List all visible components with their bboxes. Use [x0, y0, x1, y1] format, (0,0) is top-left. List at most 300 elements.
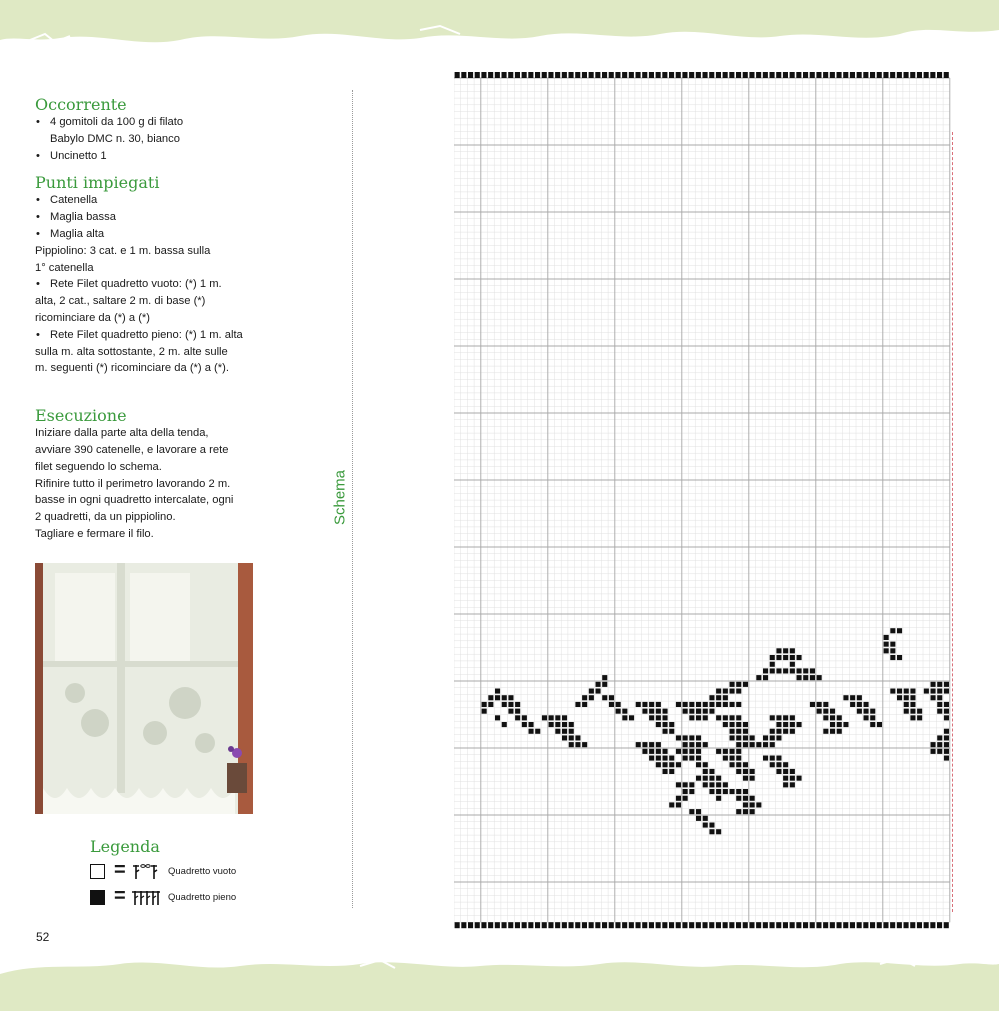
chart-filled-cell — [703, 823, 708, 828]
chart-filled-cell — [736, 715, 741, 720]
chart-filled-cell — [944, 749, 949, 754]
chart-filled-cell — [508, 702, 513, 707]
chart-border-cell — [803, 922, 808, 928]
occorrente-list-2 — [35, 148, 265, 165]
chart-border-cell — [729, 72, 734, 78]
chart-filled-cell — [696, 702, 701, 707]
chart-border-cell — [589, 922, 594, 928]
chart-filled-cell — [656, 715, 661, 720]
chart-filled-cell — [689, 702, 694, 707]
chart-filled-cell — [910, 709, 915, 714]
chart-filled-cell — [723, 782, 728, 787]
equals-sign: = — [114, 885, 126, 907]
chart-filled-cell — [689, 756, 694, 761]
chart-filled-cell — [790, 648, 795, 653]
chart-border-cell — [461, 72, 466, 78]
chart-filled-cell — [797, 675, 802, 680]
chart-border-cell — [749, 72, 754, 78]
chart-filled-cell — [703, 709, 708, 714]
chart-border-cell — [870, 922, 875, 928]
chart-filled-cell — [716, 749, 721, 754]
chart-border-cell — [535, 922, 540, 928]
chart-filled-cell — [495, 689, 500, 694]
chart-border-cell — [910, 72, 915, 78]
chart-filled-cell — [776, 722, 781, 727]
bottom-decorative-band — [0, 952, 999, 1011]
chart-filled-cell — [656, 709, 661, 714]
chart-filled-cell — [904, 695, 909, 700]
chart-border-cell — [796, 72, 801, 78]
chart-filled-cell — [596, 689, 601, 694]
chart-border-cell — [662, 922, 667, 928]
chart-filled-cell — [790, 655, 795, 660]
chart-filled-cell — [716, 789, 721, 794]
list-item: • Maglia alta — [35, 226, 265, 243]
chart-filled-cell — [937, 695, 942, 700]
chart-border-cell — [904, 72, 909, 78]
chart-filled-cell — [663, 762, 668, 767]
chart-filled-cell — [776, 648, 781, 653]
chart-filled-cell — [783, 668, 788, 673]
rete-vuoto-text: alta, 2 cat., saltare 2 m. di base (*) — [35, 295, 206, 308]
chart-border-cell — [729, 922, 734, 928]
chart-border-cell — [830, 72, 835, 78]
chart-filled-cell — [656, 742, 661, 747]
chart-filled-cell — [622, 715, 627, 720]
chart-border-cell — [749, 922, 754, 928]
chart-border-cell — [622, 72, 627, 78]
chart-border-cell — [455, 922, 460, 928]
chart-border-cell — [636, 922, 641, 928]
chart-filled-cell — [770, 715, 775, 720]
chart-filled-cell — [736, 749, 741, 754]
chart-border-cell — [676, 72, 681, 78]
chart-border-cell — [843, 72, 848, 78]
chart-filled-cell — [843, 695, 848, 700]
chart-filled-cell — [870, 722, 875, 727]
esecuzione-heading: Esecuzione — [35, 406, 127, 426]
crochet-symbol-empty-icon — [132, 863, 162, 881]
chart-filled-cell — [884, 642, 889, 647]
chart-border-cell — [944, 922, 949, 928]
chart-filled-cell — [649, 742, 654, 747]
chart-filled-cell — [482, 702, 487, 707]
occorrente-heading: Occorrente — [35, 95, 127, 114]
chart-border-cell — [924, 922, 929, 928]
chart-filled-cell — [703, 776, 708, 781]
chart-filled-cell — [770, 729, 775, 734]
chart-border-cell — [528, 922, 533, 928]
chart-filled-cell — [663, 769, 668, 774]
chart-filled-cell — [709, 776, 714, 781]
chart-border-cell — [937, 72, 942, 78]
chart-filled-cell — [776, 715, 781, 720]
chart-filled-cell — [703, 782, 708, 787]
chart-filled-cell — [656, 702, 661, 707]
chart-border-cell — [595, 922, 600, 928]
chart-border-cell — [548, 72, 553, 78]
chart-border-cell — [582, 72, 587, 78]
chart-filled-cell — [890, 655, 895, 660]
chart-filled-cell — [776, 762, 781, 767]
chart-filled-cell — [776, 729, 781, 734]
chart-border-cell — [475, 72, 480, 78]
chart-filled-cell — [730, 682, 735, 687]
chart-filled-cell — [683, 782, 688, 787]
chart-filled-cell — [689, 715, 694, 720]
chart-filled-cell — [683, 749, 688, 754]
chart-filled-cell — [663, 709, 668, 714]
chart-filled-cell — [743, 769, 748, 774]
chart-filled-cell — [730, 702, 735, 707]
chart-border-cell — [669, 72, 674, 78]
chart-filled-cell — [830, 722, 835, 727]
chart-filled-cell — [750, 742, 755, 747]
esecuzione-text: avviare 390 catenelle, e lavorare a rete — [35, 443, 229, 456]
chart-filled-cell — [582, 695, 587, 700]
chart-border-cell — [455, 72, 460, 78]
chart-filled-cell — [562, 735, 567, 740]
chart-border-cell — [904, 922, 909, 928]
chart-filled-cell — [663, 722, 668, 727]
chart-border-cell — [528, 72, 533, 78]
chart-border-cell — [475, 922, 480, 928]
chart-filled-cell — [589, 695, 594, 700]
chart-filled-cell — [709, 829, 714, 834]
chart-border-cell — [582, 922, 587, 928]
chart-border-cell — [629, 922, 634, 928]
chart-border-cell — [555, 922, 560, 928]
chart-filled-cell — [830, 729, 835, 734]
chart-filled-cell — [575, 702, 580, 707]
chart-filled-cell — [797, 655, 802, 660]
chart-filled-cell — [696, 709, 701, 714]
chart-border-cell — [890, 72, 895, 78]
chart-filled-cell — [756, 742, 761, 747]
chart-filled-cell — [676, 802, 681, 807]
chart-filled-cell — [736, 809, 741, 814]
chart-filled-cell — [944, 682, 949, 687]
chart-filled-cell — [750, 776, 755, 781]
chart-filled-cell — [904, 709, 909, 714]
chart-filled-cell — [529, 722, 534, 727]
chart-filled-cell — [656, 762, 661, 767]
chart-filled-cell — [683, 702, 688, 707]
chart-border-cell — [488, 72, 493, 78]
chart-border-cell — [676, 922, 681, 928]
chart-filled-cell — [931, 689, 936, 694]
chart-border-cell — [682, 72, 687, 78]
chart-filled-cell — [709, 782, 714, 787]
legend-row-empty — [90, 859, 290, 881]
chart-filled-cell — [683, 735, 688, 740]
chart-filled-cell — [770, 735, 775, 740]
chart-filled-cell — [649, 709, 654, 714]
chart-filled-cell — [656, 749, 661, 754]
chart-filled-cell — [488, 695, 493, 700]
chart-filled-cell — [663, 729, 668, 734]
chart-filled-cell — [703, 715, 708, 720]
chart-border-cell — [863, 922, 868, 928]
esecuzione-text: Tagliare e fermare il filo. — [35, 527, 154, 540]
chart-filled-cell — [884, 635, 889, 640]
chart-filled-cell — [823, 715, 828, 720]
chart-filled-cell — [703, 769, 708, 774]
chart-filled-cell — [582, 742, 587, 747]
chart-filled-cell — [696, 776, 701, 781]
chart-border-cell — [595, 72, 600, 78]
chart-filled-cell — [763, 742, 768, 747]
chart-filled-cell — [636, 742, 641, 747]
chart-filled-cell — [522, 722, 527, 727]
chart-filled-cell — [736, 762, 741, 767]
chart-filled-cell — [937, 709, 942, 714]
chart-filled-cell — [502, 702, 507, 707]
chart-border-cell — [790, 922, 795, 928]
chart-border-cell — [917, 922, 922, 928]
chart-border-cell — [502, 922, 507, 928]
chart-filled-cell — [736, 742, 741, 747]
chart-border-cell — [924, 72, 929, 78]
legend-heading: Legenda — [90, 837, 160, 856]
chart-filled-cell — [817, 702, 822, 707]
chart-filled-cell — [864, 702, 869, 707]
chart-filled-cell — [589, 689, 594, 694]
rete-vuoto-text: ricominciare da (*) a (*) — [35, 311, 151, 324]
chart-filled-cell — [790, 668, 795, 673]
chart-filled-cell — [910, 715, 915, 720]
chart-filled-cell — [750, 802, 755, 807]
chart-filled-cell — [703, 702, 708, 707]
chart-filled-cell — [790, 715, 795, 720]
chart-border-cell — [468, 922, 473, 928]
chart-border-cell — [615, 922, 620, 928]
chart-border-cell — [910, 922, 915, 928]
chart-filled-cell — [763, 668, 768, 673]
filled-square-icon — [90, 890, 105, 905]
chart-filled-cell — [562, 722, 567, 727]
chart-border-cell — [776, 922, 781, 928]
chart-border-cell — [763, 72, 768, 78]
pippiolino-text-2: 1° catenella — [35, 261, 94, 274]
chart-border-cell — [522, 922, 527, 928]
chart-filled-cell — [790, 722, 795, 727]
chart-filled-cell — [676, 762, 681, 767]
chart-filled-cell — [743, 722, 748, 727]
chart-filled-cell — [569, 729, 574, 734]
chart-filled-cell — [823, 729, 828, 734]
chart-filled-cell — [689, 789, 694, 794]
chart-filled-cell — [910, 695, 915, 700]
list-item: • Uncinetto 1 — [35, 148, 265, 165]
chart-border-cell — [548, 922, 553, 928]
chart-border-cell — [703, 72, 708, 78]
chart-filled-cell — [549, 715, 554, 720]
chart-filled-cell — [663, 749, 668, 754]
chart-filled-cell — [723, 789, 728, 794]
chart-border-cell — [542, 922, 547, 928]
curtain-photo — [35, 563, 253, 814]
occorrente-list — [35, 114, 265, 131]
chart-filled-cell — [575, 742, 580, 747]
chart-filled-cell — [783, 729, 788, 734]
chart-border-cell — [810, 72, 815, 78]
chart-border-cell — [850, 72, 855, 78]
chart-filled-cell — [616, 702, 621, 707]
chart-filled-cell — [776, 668, 781, 673]
chart-filled-cell — [642, 742, 647, 747]
chart-border-cell — [542, 72, 547, 78]
equals-sign: = — [114, 859, 126, 881]
chart-border-cell — [555, 72, 560, 78]
chart-filled-cell — [736, 756, 741, 761]
chart-filled-cell — [609, 702, 614, 707]
legend — [90, 837, 290, 907]
chart-filled-cell — [797, 722, 802, 727]
chart-filled-cell — [703, 816, 708, 821]
chart-filled-cell — [683, 796, 688, 801]
legend-label-full: Quadretto pieno — [168, 892, 237, 903]
chart-filled-cell — [736, 722, 741, 727]
chart-border-cell — [629, 72, 634, 78]
chart-filled-cell — [676, 749, 681, 754]
chart-border-cell — [883, 922, 888, 928]
chart-border-cell — [810, 922, 815, 928]
chart-filled-cell — [790, 776, 795, 781]
chart-filled-cell — [944, 742, 949, 747]
chart-filled-cell — [562, 715, 567, 720]
chart-border-cell — [937, 922, 942, 928]
chart-border-cell — [615, 72, 620, 78]
chart-border-cell — [743, 72, 748, 78]
chart-filled-cell — [723, 749, 728, 754]
chart-filled-cell — [810, 702, 815, 707]
chart-filled-cell — [515, 715, 520, 720]
chart-filled-cell — [696, 756, 701, 761]
chart-filled-cell — [642, 702, 647, 707]
chart-filled-cell — [696, 762, 701, 767]
chart-filled-cell — [743, 802, 748, 807]
chart-filled-cell — [723, 756, 728, 761]
chart-filled-cell — [770, 655, 775, 660]
chart-filled-cell — [683, 709, 688, 714]
chart-filled-cell — [542, 715, 547, 720]
chart-filled-cell — [743, 789, 748, 794]
chart-filled-cell — [843, 722, 848, 727]
chart-filled-cell — [937, 735, 942, 740]
chart-border-cell — [495, 72, 500, 78]
chart-filled-cell — [689, 782, 694, 787]
chart-border-cell — [723, 72, 728, 78]
chart-background — [454, 72, 954, 934]
chart-border-cell — [609, 72, 614, 78]
chart-border-cell — [481, 922, 486, 928]
list-item: • Rete Filet quadretto pieno: (*) 1 m. alta — [35, 327, 265, 344]
chart-filled-cell — [790, 769, 795, 774]
chart-filled-cell — [783, 762, 788, 767]
chart-filled-cell — [944, 715, 949, 720]
chart-filled-cell — [582, 702, 587, 707]
chart-filled-cell — [823, 702, 828, 707]
chart-filled-cell — [917, 715, 922, 720]
chart-filled-cell — [602, 675, 607, 680]
chart-filled-cell — [730, 722, 735, 727]
chart-border-cell — [716, 72, 721, 78]
chart-border-cell — [508, 922, 513, 928]
chart-border-cell — [535, 72, 540, 78]
chart-filled-cell — [944, 735, 949, 740]
chart-border-cell — [890, 922, 895, 928]
chart-filled-cell — [555, 715, 560, 720]
chart-filled-cell — [857, 709, 862, 714]
chart-filled-cell — [743, 796, 748, 801]
chart-border-cell — [709, 922, 714, 928]
chart-filled-cell — [944, 689, 949, 694]
chart-border-cell — [508, 72, 513, 78]
chart-filled-cell — [770, 662, 775, 667]
chart-border-cell — [897, 922, 902, 928]
chart-filled-cell — [817, 675, 822, 680]
chart-filled-cell — [890, 648, 895, 653]
chart-filled-cell — [488, 702, 493, 707]
chart-filled-cell — [669, 729, 674, 734]
chart-filled-cell — [931, 695, 936, 700]
chart-filled-cell — [937, 742, 942, 747]
chart-filled-cell — [575, 735, 580, 740]
chart-border-cell — [502, 72, 507, 78]
esecuzione-text: Iniziare dalla parte alta della tenda, — [35, 427, 209, 440]
chart-filled-cell — [736, 735, 741, 740]
chart-border-cell — [816, 922, 821, 928]
rete-vuoto-item — [35, 276, 265, 293]
chart-filled-cell — [716, 689, 721, 694]
chart-border-cell — [763, 922, 768, 928]
chart-border-cell — [863, 72, 868, 78]
chart-border-cell — [689, 72, 694, 78]
chart-border-cell — [689, 922, 694, 928]
chart-border-cell — [716, 922, 721, 928]
chart-filled-cell — [555, 722, 560, 727]
chart-filled-cell — [703, 762, 708, 767]
chart-filled-cell — [716, 695, 721, 700]
chart-filled-cell — [549, 722, 554, 727]
chart-filled-cell — [663, 715, 668, 720]
chart-filled-cell — [529, 729, 534, 734]
chart-border-cell — [756, 72, 761, 78]
chart-filled-cell — [937, 749, 942, 754]
chart-filled-cell — [750, 796, 755, 801]
chart-filled-cell — [937, 682, 942, 687]
chart-filled-cell — [676, 735, 681, 740]
chart-filled-cell — [803, 668, 808, 673]
chart-filled-cell — [736, 729, 741, 734]
chart-filled-cell — [716, 776, 721, 781]
chart-border-cell — [649, 922, 654, 928]
esecuzione-text: basse in ogni quadretto intercalate, ogni — [35, 494, 234, 507]
chart-filled-cell — [689, 709, 694, 714]
chart-filled-cell — [716, 782, 721, 787]
chart-filled-cell — [716, 829, 721, 834]
chart-filled-cell — [897, 695, 902, 700]
chart-border-cell — [602, 72, 607, 78]
punti-heading: Punti impiegati — [35, 173, 160, 193]
chart-filled-cell — [944, 729, 949, 734]
chart-filled-cell — [810, 675, 815, 680]
chart-border-cell — [522, 72, 527, 78]
esecuzione-text: Rifinire tutto il perimetro lavorando 2 m. — [35, 477, 231, 490]
chart-filled-cell — [622, 709, 627, 714]
chart-filled-cell — [709, 695, 714, 700]
